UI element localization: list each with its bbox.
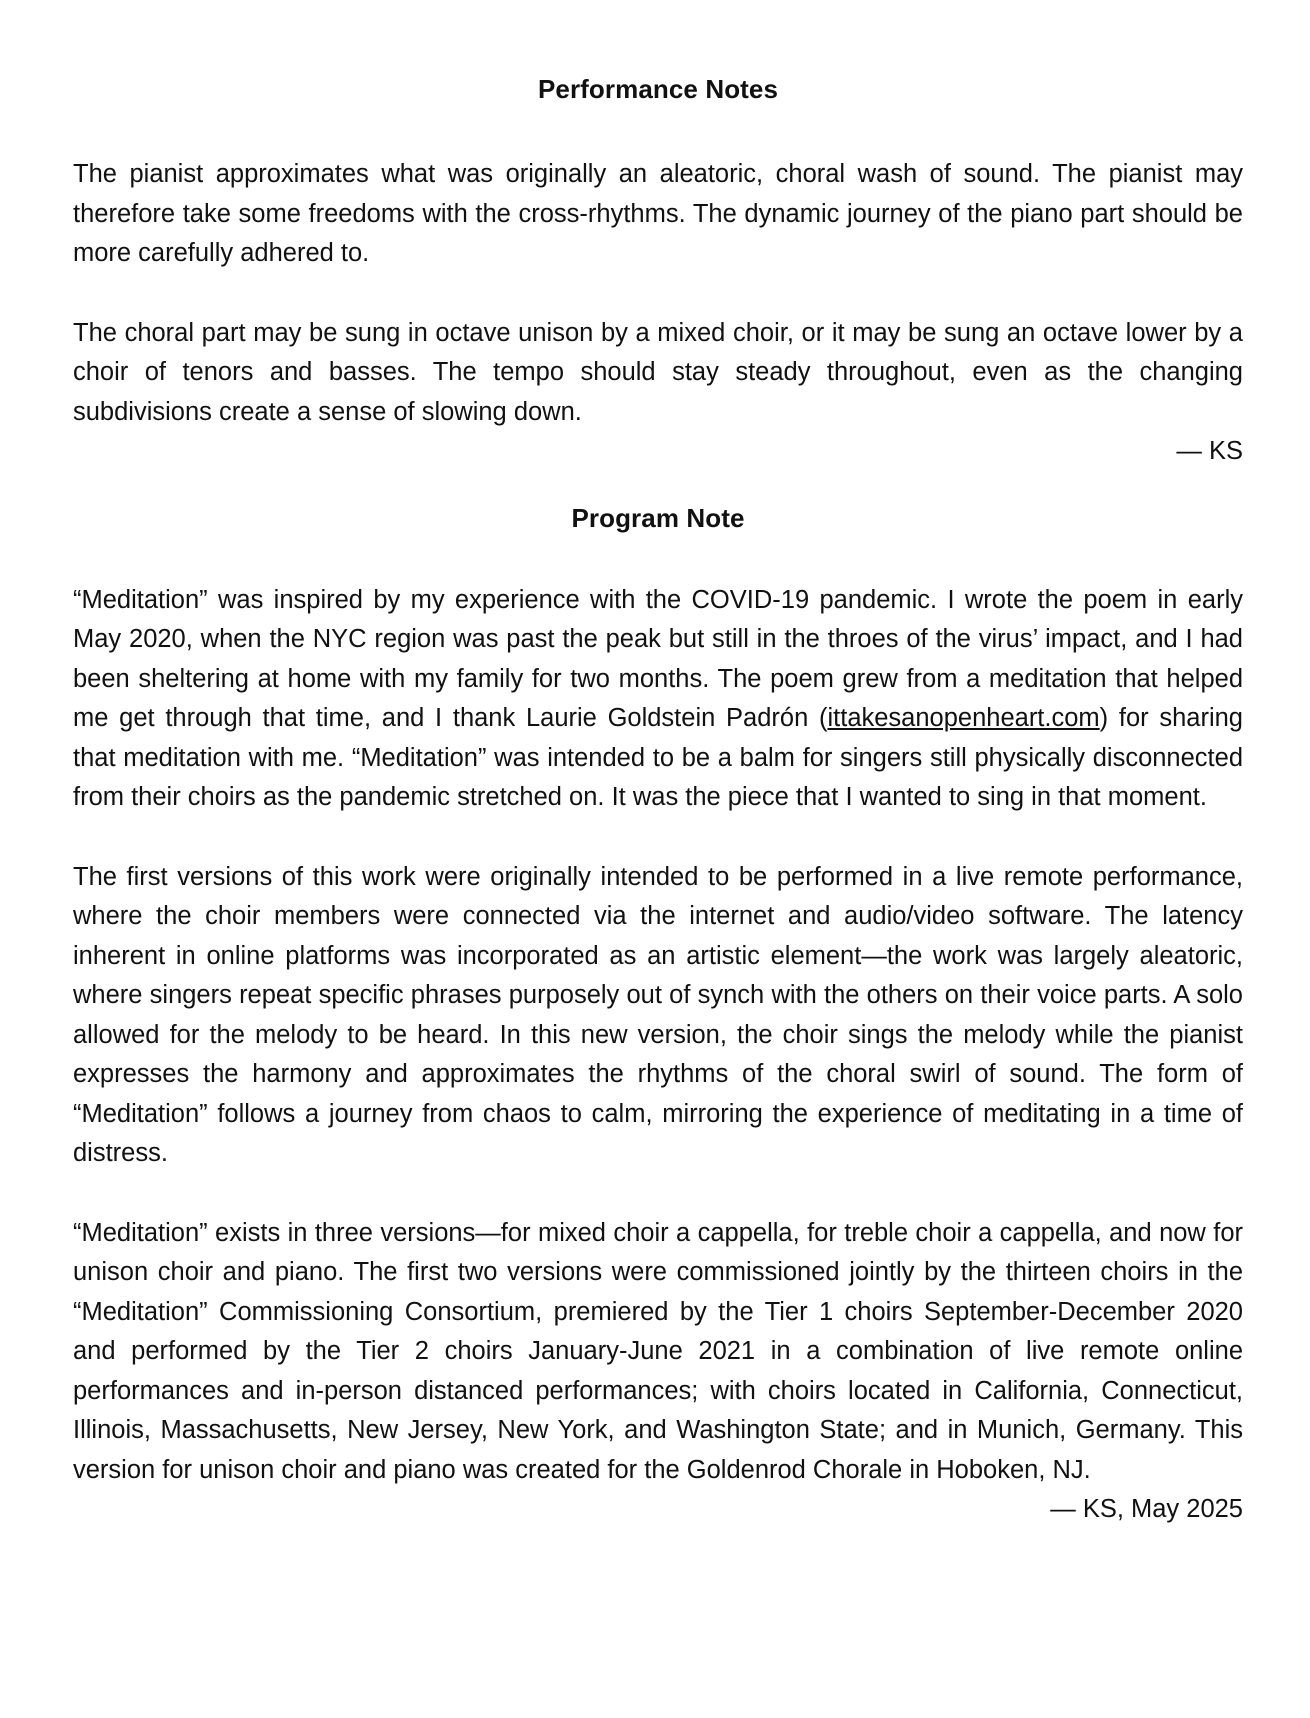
program-note-paragraph-3: “Meditation” exists in three versions—for mixed choir a cappella, for treble choir a cappella, and now for unison choir and piano. The first two versions were commissioned jointly by the thirteen choirs in the “Meditation” Commissioning Consortium, premiered by the Tier 1 choirs September-December 2020 and performed by the Tier 2 choirs January-June 2021 in a combination of live remote online performances and in-person distanced performances; with choirs located in California, Connecticut, Illinois, Massachusetts, New Jersey, New York, and Washington State; and in Munich, Germany. This version for unison choir and piano was created for the Goldenrod Chorale in Hoboken, NJ.: [73, 1218, 1243, 1484]
website-link[interactable]: ittakesanopenheart.com: [827, 704, 1100, 732]
document-page: [73, 0, 1243, 1530]
program-note-paragraph-1: [73, 581, 1243, 818]
program-note-heading: Program Note: [571, 502, 745, 533]
program-note-paragraph-1-text-after-link: ) for sharing that meditation with me. “Meditation” was intended to be a balm for singers still physically disconnected from their choirs as the pandemic stretched on. It was the piece that I wanted to sing in that moment.: [73, 704, 1243, 811]
performance-notes-paragraph-2: The choral part may be sung in octave unison by a mixed choir, or it may be sung an octave lower by a choir of tenors and basses. The tempo should stay steady throughout, even as the changing subdivisions create a sense of slowing down.: [73, 318, 1243, 426]
performance-notes-heading: Performance Notes: [537, 74, 779, 104]
program-note-paragraph-2: The first versions of this work were originally intended to be performed in a live remote performance, where the choir members were connected via the internet and audio/video software. The latency inherent in online platforms was incorporated as an artistic element—the work was largely aleatoric, where singers repeat specific phrases purposely out of synch with the others on their voice parts. A solo allowed for the melody to be heard. In this new version, the choir sings the melody while the pianist expresses the harmony and approximates the rhythms of the choral swirl of sound. The form of “Meditation” follows a journey from chaos to calm, mirroring the experience of meditating in a time of distress.: [73, 862, 1243, 1167]
performance-notes-signature: — KS: [1176, 437, 1243, 465]
program-note-paragraph-1-text-before-link: “Meditation” was inspired by my experience with the COVID-19 pandemic. I wrote the poem in early May 2020, when the NYC region was past the peak but still in the throes of the virus’ impact, and I had been sheltering at home with my family for two months. The poem grew from a meditation that helped me get through that time, and I thank Laurie Goldstein Padrón (: [73, 585, 1243, 732]
performance-notes-paragraph-1: The pianist approximates what was originally an aleatoric, choral wash of sound. The pianist may therefore take some freedoms with the cross-rhythms. The dynamic journey of the piano part should be more carefully adhered to.: [73, 160, 1243, 267]
program-note-signature: — KS, May 2025: [1050, 1495, 1243, 1523]
